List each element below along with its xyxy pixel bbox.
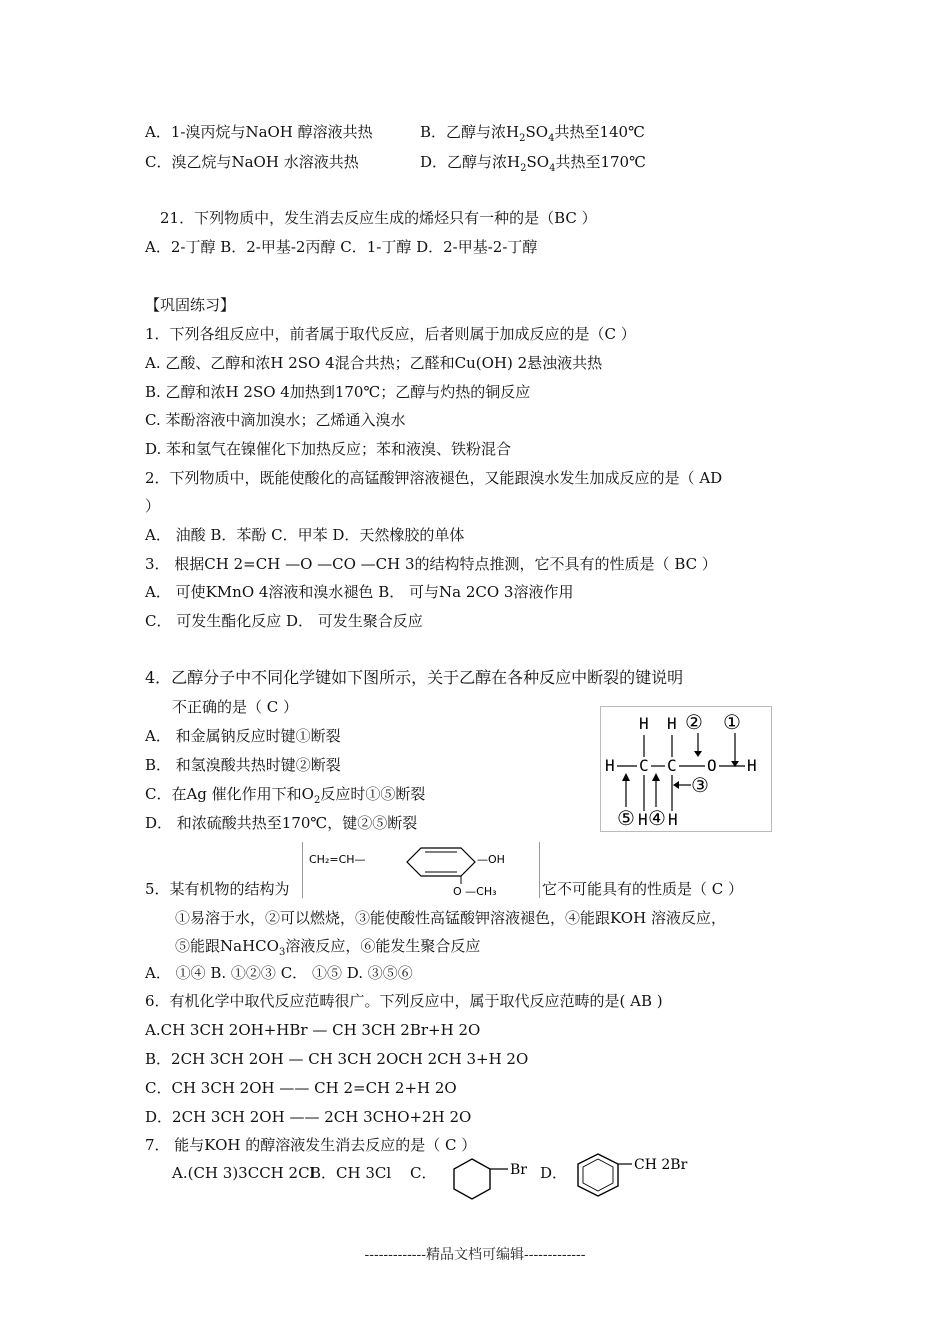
q7-option-c: C．: [410, 1164, 437, 1182]
q20-b-sub1: 2: [519, 133, 526, 144]
q21-stem: 21．下列物质中，发生消去反应生成的烯烃只有一种的是（BC ）: [160, 209, 597, 227]
q4-c-sub: 2: [313, 795, 321, 806]
q1-option-c: C. 苯酚溶液中滴加溴水；乙烯通入溴水: [145, 411, 406, 429]
q5-stem-post: 它不可能具有的性质是（ C ）: [542, 880, 744, 898]
h-right: H: [747, 756, 757, 775]
q4-option-a: A． 和金属钠反应时键①断裂: [145, 727, 341, 745]
q5-properties-1: ①易溶于水，②可以燃烧，③能使酸性高锰酸钾溶液褪色，④能跟KOH 溶液反应，: [175, 909, 726, 927]
q6-option-a: A.CH 3CH 2OH+HBr — CH 3CH 2Br+H 2O: [145, 1021, 481, 1039]
q6-option-b: B．2CH 3CH 2OH — CH 3CH 2OCH 2CH 3+H 2O: [145, 1050, 529, 1068]
q20-d-post: 共热至170℃: [555, 153, 646, 171]
q3-options-ab: A． 可使KMnO 4溶液和溴水褪色 B． 可与Na 2CO 3溶液作用: [145, 583, 574, 601]
section-title: 【巩固练习】: [145, 296, 236, 314]
q1-option-d: D. 苯和氢气在镍催化下加热反应；苯和液溴、铁粉混合: [145, 440, 512, 458]
ethanol-bond-diagram: [601, 707, 771, 831]
q20-d-mid: SO: [526, 153, 550, 171]
benzyl-bromide-structure: [576, 1150, 706, 1200]
q3-options-cd: C． 可发生酯化反应 D． 可发生聚合反应: [145, 612, 423, 630]
q5-props2-sub: 3: [278, 947, 286, 958]
q2-stem-cont: ）: [145, 497, 161, 515]
q4-stem-2: 不正确的是（ C ）: [172, 698, 299, 716]
q4-option-b: B． 和氢溴酸共热时键②断裂: [145, 756, 341, 774]
h-bottom-1: H: [638, 810, 648, 829]
benzene-ring: [578, 1154, 618, 1196]
bromine-label: Br: [510, 1162, 527, 1178]
q5-options: A． ①④ B. ①②③ C． ①⑤ D. ③⑤⑥: [145, 964, 413, 982]
q20-b-post: 共热至140℃: [554, 123, 645, 141]
q3-stem: 3． 根据CH 2=CH —O —CO —CH 3的结构特点推测，它不具有的性质是（ BC ）: [145, 555, 717, 573]
q7-option-d: D．: [540, 1164, 568, 1182]
vinyl-group-label: CH₂=CH—: [309, 853, 366, 866]
q1-option-b: B. 乙醇和浓H 2SO 4加热到170℃；乙醇与灼热的铜反应: [145, 383, 531, 401]
q21-options: A．2-丁醇 B．2-甲基-2丙醇 C．1-丁醇 D．2-甲基-2-丁醇: [145, 238, 538, 256]
q4-c-text: C．在Ag 催化作用下和O: [145, 785, 314, 803]
q20-option-d: [420, 152, 646, 179]
h-bottom-2: H: [668, 810, 678, 829]
ch2br-label: CH 2Br: [634, 1157, 688, 1173]
vinyl-guaiacol-structure: [303, 842, 539, 898]
bond-label-4: ④: [648, 806, 666, 830]
q20-option-c: C．溴乙烷与NaOH 水溶液共热: [145, 153, 359, 171]
q7-stem: 7． 能与KOH 的醇溶液发生消去反应的是（ C ）: [145, 1136, 477, 1154]
q5-stem-pre: 5．某有机物的结构为: [145, 880, 290, 898]
q1-stem: 1．下列各组反应中，前者属于取代反应，后者则属于加成反应的是（C ）: [145, 325, 636, 343]
cyclohexyl-bromide-structure: [452, 1155, 542, 1205]
methoxy-label: O —CH₃: [453, 885, 497, 898]
ethanol-bond-figure: [600, 706, 772, 832]
q4-option-d: D． 和浓硫酸共热至170℃，键②⑤断裂: [145, 814, 418, 832]
q20-b-mid: SO: [525, 123, 549, 141]
bond-label-3: ③: [691, 773, 709, 797]
hydroxyl-label: —OH: [477, 853, 505, 866]
q7-option-a: A.(CH 3)3CCH 2Cl: [172, 1164, 315, 1182]
bond-label-5: ⑤: [617, 806, 635, 830]
q7-option-b: B．CH 3Cl: [310, 1164, 392, 1182]
q20-d-sub1: 2: [520, 163, 527, 174]
q20-option-b: [420, 122, 645, 149]
q4-option-c: [145, 784, 425, 811]
q4-c-post: 反应时①⑤断裂: [320, 785, 426, 803]
q6-option-c: C．CH 3CH 2OH —— CH 2=CH 2+H 2O: [145, 1079, 457, 1097]
q6-stem: 6．有机化学中取代反应范畴很广。下列反应中，属于取代反应范畴的是( AB ): [145, 992, 663, 1010]
q20-d-sub2: 4: [549, 163, 556, 174]
bond-label-2: ②: [685, 710, 703, 734]
oxygen: O: [707, 756, 717, 775]
q20-b-sub2: 4: [548, 133, 555, 144]
h-left: H: [605, 756, 615, 775]
cyclohexane-ring: [454, 1159, 490, 1199]
carbon-1: C: [639, 756, 649, 775]
q20-option-a: A．1-溴丙烷与NaOH 醇溶液共热: [145, 123, 373, 141]
q2-options: A． 油酸 B．苯酚 C．甲苯 D．天然橡胶的单体: [145, 526, 465, 544]
q6-option-d: D．2CH 3CH 2OH —— 2CH 3CHO+2H 2O: [145, 1108, 472, 1126]
bond-label-1: ①: [723, 710, 741, 734]
q5-structure-figure: [302, 842, 540, 898]
q20-b-text: B．乙醇与浓H: [420, 123, 520, 141]
h-top-1: H: [639, 714, 649, 733]
q4-stem: 4．乙醇分子中不同化学键如下图所示，关于乙醇在各种反应中断裂的键说明: [145, 668, 684, 687]
q1-option-a: A. 乙酸、乙醇和浓H 2SO 4混合共热；乙醛和Cu(OH) 2悬浊液共热: [145, 354, 603, 372]
q2-stem: 2．下列物质中，既能使酸化的高锰酸钾溶液褪色，又能跟溴水发生加成反应的是（ AD: [145, 469, 723, 487]
carbon-2: C: [667, 756, 677, 775]
h-top-2: H: [667, 714, 677, 733]
q20-d-text: D．乙醇与浓H: [420, 153, 521, 171]
page-footer: -------------精品文档可编辑-------------: [364, 1247, 586, 1263]
q5-props2-text: ⑤能跟NaHCO: [175, 937, 279, 955]
q5-properties-2: [175, 936, 480, 963]
q5-props2-post: 溶液反应，⑥能发生聚合反应: [285, 937, 481, 955]
